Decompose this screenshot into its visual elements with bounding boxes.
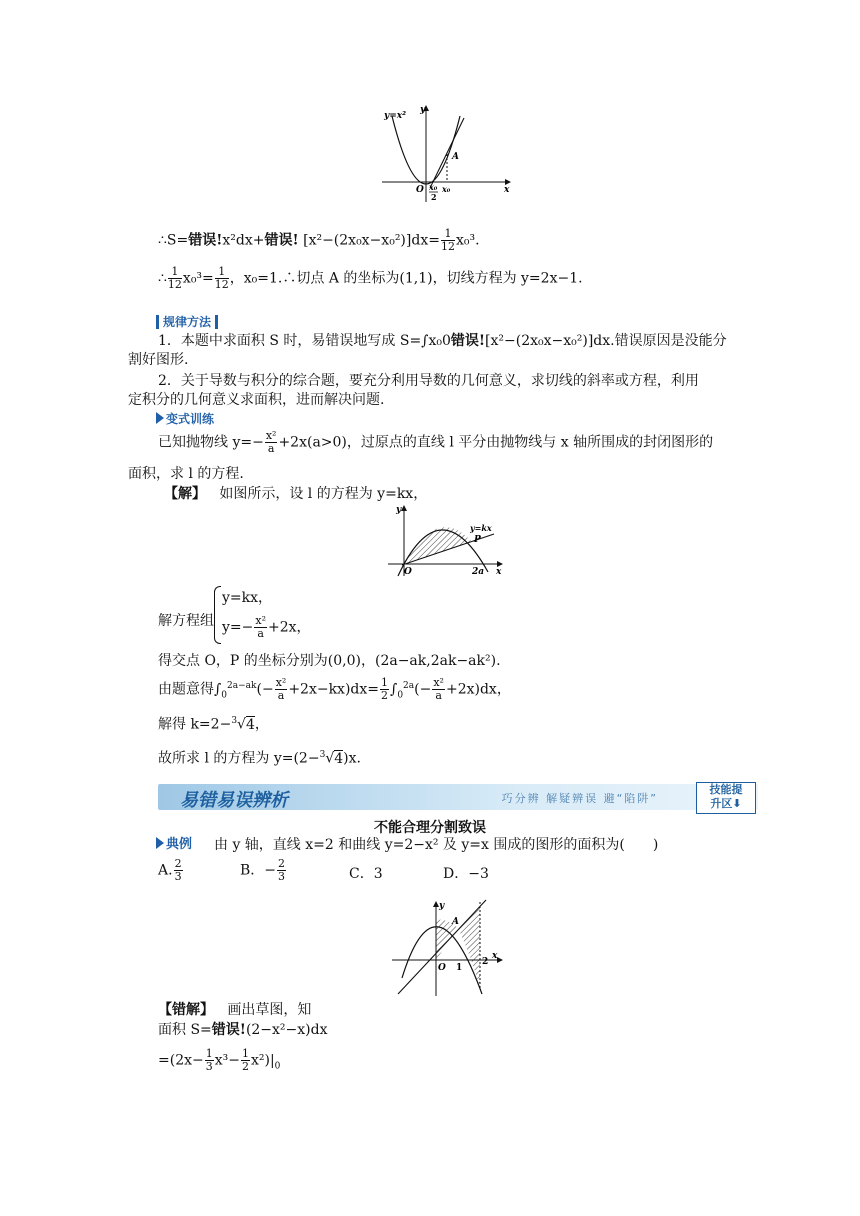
example-question: 由 y 轴，直线 x=2 和曲线 y=2−x² 及 y=x 围成的图形的面积为( ) — [214, 837, 659, 853]
wrong-solution-line3: =(2x− $\frac{1}{3}$ x³− $\frac{1}{2}$ $x^2)|_0$ — [158, 1047, 281, 1074]
tangent-result-line: ∴ $\frac{1}{12}$ x₀³= $\frac{1}{12}$ ，x₀=1.∴切点 A 的坐标为(1,1)，切线方程为 y=2x−1. — [158, 265, 583, 292]
y-axis-label: y — [396, 505, 402, 515]
option-d: D．−3 — [443, 866, 489, 882]
curve-label: y=x² — [384, 111, 407, 121]
wrong-solution-line1: 【错解】 画出草图，知 — [158, 1002, 312, 1018]
method-point-1-cont: 割好图形. — [128, 352, 189, 368]
method-point-2-cont: 定积分的几何意义求面积，进而解决问题. — [128, 392, 385, 408]
intersection-line: 得交点 O，P 的坐标分别为(0,0)，(2a−ak,2ak−ak²). — [158, 653, 501, 669]
tick-1-label: 1 — [456, 963, 463, 973]
x-axis-label: x — [496, 567, 502, 577]
hatched-region-right — [458, 904, 480, 988]
method-tag: 规律方法 — [156, 315, 218, 329]
skill-badge: 技能提 升区⬇ — [696, 782, 756, 814]
hatched-region — [404, 527, 472, 564]
origin-label: O — [416, 185, 424, 195]
system-row-1: y=kx， — [222, 590, 273, 606]
point-a-label: A — [452, 152, 459, 162]
equation-line: 由题意得$\int_0^{2a-ak}(-$ $\frac{\text{x²}}{a}$ +2x−kx)dx= $\frac{1}{2}$ $\int_0^{2a}(-$ $\frac{\text{x²}}{a}$ +2x)dx， — [158, 676, 511, 703]
two-a-label: 2a — [472, 567, 485, 577]
method-point-1: 1．本题中求面积 S 时，易错误地写成 S=∫x₀0错误![x²−(2x₀x−x₀²)]dx.错误原因是没能分 — [158, 333, 727, 349]
half-x0-den: 2 — [431, 192, 437, 202]
area-formula-line: ∴S=错误!x²dx+错误! [x²−(2x₀x−x₀²)]dx= $\frac{1}{12}$ x₀³. — [158, 227, 480, 254]
banner-title: 易错易误辨析 — [180, 790, 288, 811]
line-label: y=kx — [470, 523, 492, 533]
system-brace — [214, 586, 221, 644]
variant-question-line2: 面积，求 l 的方程. — [128, 466, 244, 482]
system-row-2: y=− $\frac{\text{x²}}{a}$ +2x， — [222, 614, 311, 641]
variant-question-line1: 已知抛物线 y=− $\frac{\text{x²}}{a}$ +2x(a>0)，过原点的直线 l 平分由抛物线与 x 轴所围成的封闭图形的 — [158, 429, 714, 456]
origin-label: O — [404, 567, 412, 577]
method-point-2: 2．关于导数与积分的综合题，要充分利用导数的几何意义，求切线的斜率或方程，利用 — [158, 373, 699, 389]
final-equation-line: 故所求 l 的方程为 y=(2−$^3$√4)x. — [158, 750, 361, 767]
figure-parabola-tangent — [378, 102, 514, 206]
k-result-line: 解得 k=2−$^3$√4， — [158, 716, 269, 733]
figure-area-bisect — [384, 502, 506, 578]
x0-label: x₀ — [442, 184, 451, 194]
section-title: 不能合理分割致误 — [374, 820, 486, 836]
origin-label: O — [438, 963, 446, 973]
tick-2-label: 2 — [482, 957, 489, 967]
wrong-solution-line2: 面积 S=错误!(2−x²−x)dx — [158, 1022, 328, 1038]
point-p-label: P — [474, 535, 481, 545]
point-a-label: A — [452, 917, 459, 927]
variant-tag: 变式训练 — [156, 412, 214, 426]
option-a: A. $\frac{2}{3}$ — [158, 857, 182, 884]
solution-line: 【解】 如图所示，设 l 的方程为 y=kx， — [164, 486, 428, 502]
y-axis-label: y — [420, 105, 426, 115]
figure-example-regions — [388, 898, 506, 998]
option-b: B．− $\frac{2}{3}$ — [240, 857, 286, 884]
banner-subtitle: 巧分辨 解疑辨误 避“陷阱” — [501, 792, 658, 805]
example-tag: 典例 — [156, 837, 192, 851]
error-analysis-banner — [158, 784, 758, 810]
y-axis-label: y — [439, 901, 445, 911]
system-lead: 解方程组 — [158, 613, 214, 629]
x-axis-label: x — [504, 185, 510, 195]
half-x0-num: x₀ — [429, 182, 438, 192]
x-axis-label: x — [492, 951, 498, 961]
option-c: C．3 — [349, 866, 383, 882]
